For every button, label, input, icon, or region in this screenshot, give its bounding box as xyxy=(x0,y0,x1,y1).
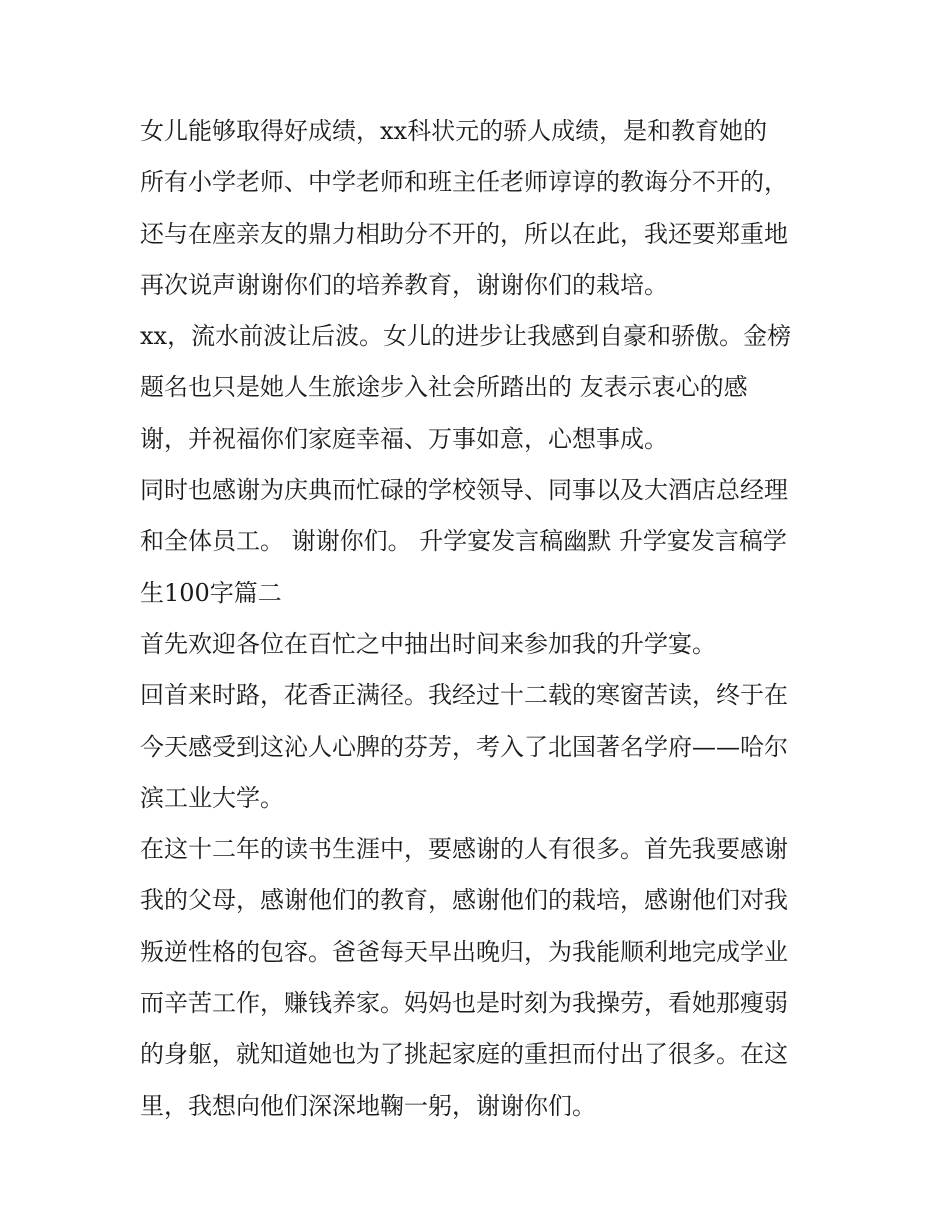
text-line: 谢，并祝福你们家庭幸福、万事如意，心想事成。 xyxy=(140,424,668,453)
text-line: 而辛苦工作，赚钱养家。妈妈也是时刻为我操劳，看她那瘦弱 xyxy=(140,989,788,1018)
text-line: 滨工业大学。 xyxy=(140,783,284,812)
text-line: 女儿能够取得好成绩，xx科状元的骄人成绩，是和教育她的 xyxy=(140,117,768,145)
text-line: 再次说声谢谢你们的培养教育，谢谢你们的栽培。 xyxy=(140,270,668,299)
paragraph-6 xyxy=(140,824,830,1132)
paragraph-2 xyxy=(140,311,830,465)
paragraph-5 xyxy=(140,670,830,824)
paragraph-3 xyxy=(140,465,830,619)
paragraph-4 xyxy=(140,619,830,670)
text-line: 回首来时路，花香正满径。我经过十二载的寒窗苦读，终于在 xyxy=(140,681,788,710)
text-line: 在这十二年的读书生涯中，要感谢的人有很多。首先我要感谢 xyxy=(140,835,788,864)
paragraph-1 xyxy=(140,106,830,311)
text-line: 和全体员工。 谢谢你们。 升学宴发言稿幽默 升学宴发言稿学 xyxy=(140,527,787,556)
text-line: 还与在座亲友的鼎力相助分不开的，所以在此，我还要郑重地 xyxy=(140,219,788,248)
text-line: 我的父母，感谢他们的教育，感谢他们的栽培，感谢他们对我 xyxy=(140,886,788,915)
text-line: 题名也只是她人生旅途步入社会所踏出的 友表示衷心的感 xyxy=(140,373,748,402)
text-line: xx，流水前波让后波。女儿的进步让我感到自豪和骄傲。金榜 xyxy=(140,322,792,351)
document-body xyxy=(140,106,830,1132)
text-line: 同时也感谢为庆典而忙碌的学校领导、同事以及大酒店总经理 xyxy=(140,476,788,505)
text-line: 今天感受到这沁人心脾的芬芳，考入了北国著名学府——哈尔 xyxy=(140,732,788,761)
text-line: 叛逆性格的包容。爸爸每天早出晚归，为我能顺利地完成学业 xyxy=(140,937,788,966)
text-line: 首先欢迎各位在百忙之中抽出时间来参加我的升学宴。 xyxy=(140,629,716,658)
text-line: 的身躯，就知道她也为了挑起家庭的重担而付出了很多。在这 xyxy=(140,1040,788,1069)
text-line: 所有小学老师、中学老师和班主任老师谆谆的教诲分不开的， xyxy=(140,168,788,197)
text-line: 生100字篇二 xyxy=(140,578,282,607)
text-line: 里，我想向他们深深地鞠一躬，谢谢你们。 xyxy=(140,1091,596,1120)
